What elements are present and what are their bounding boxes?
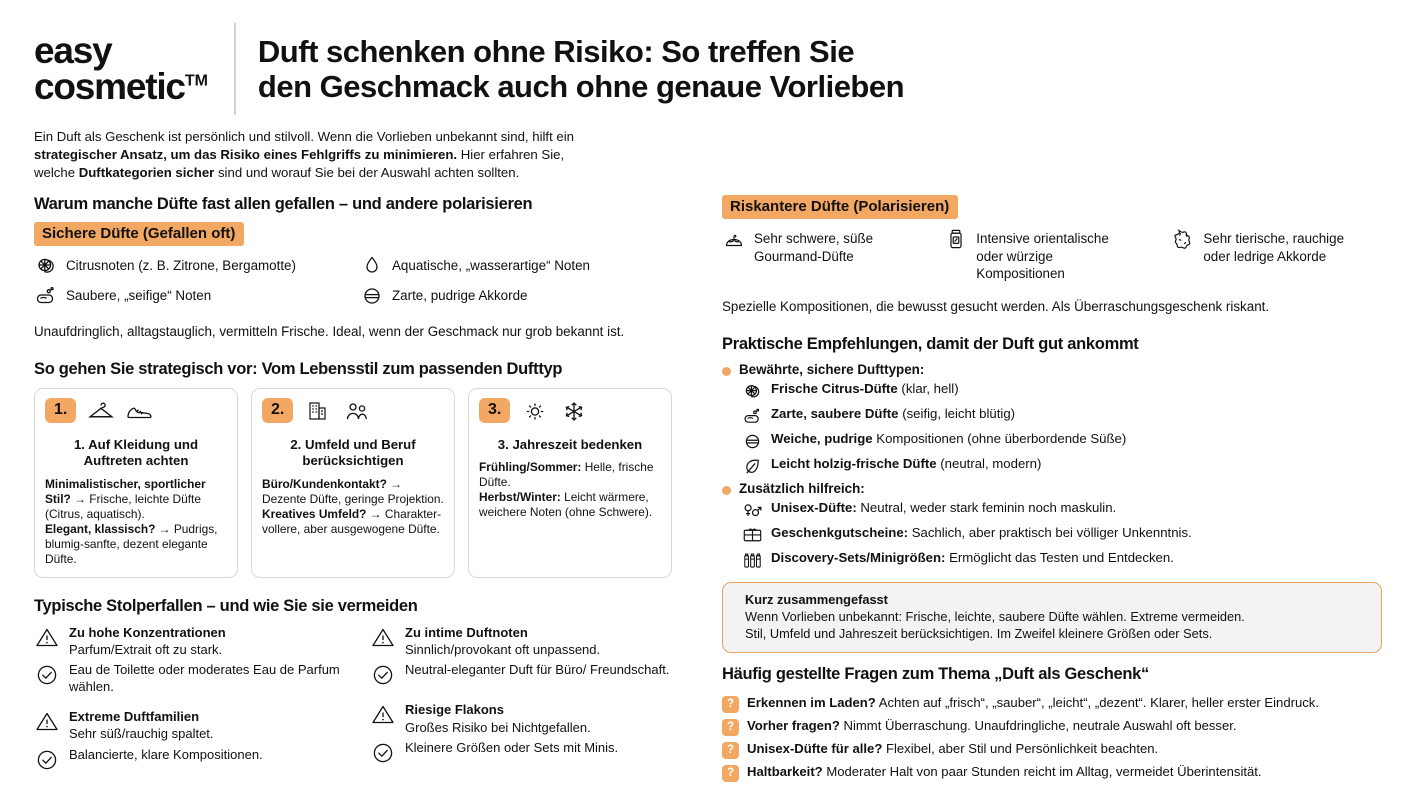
faq-item [722,717,1382,736]
summary-title: Kurz zusammengefasst [745,591,888,607]
office-building-icon [303,399,333,425]
pitfall-warning-row [34,624,352,659]
faq-text [747,717,1237,734]
recommendation-item [742,499,1382,521]
pitfall-desc: Sinnlich/provokant oft unpassend. [405,641,601,657]
pitfall-warning-text [405,624,600,659]
section-title-pitfalls: Typische Stolperfallen – und wie Sie sie vermeiden [34,596,418,615]
page-title [258,34,904,105]
pitfalls-grid [34,624,694,786]
safe-scent-item [34,254,334,278]
sample-vials-icon [742,550,763,571]
safe-scent-label: Saubere, „seifige“ Noten [66,288,212,304]
pitfall-solution-text: Neutral-eleganter Duft für Büro/ Freundschaft. [405,662,670,678]
step-icons [303,398,372,425]
brand-line-1: easy [34,30,112,72]
snowflake-icon [559,399,589,425]
recommendation-bold: Leicht holzig-frische Düfte [771,455,937,471]
recommendation-bold: Geschenkgutscheine: [771,524,909,540]
faq-item [722,694,1382,713]
step-card-2 [251,388,455,577]
recommendation-bold: Discovery-Sets/Minigrößen: [771,549,946,565]
safe-scent-label: Zarte, pudrige Akkorde [392,288,528,304]
pitfall-desc: Sehr süß/rauchig spaltet. [69,726,214,742]
pitfall-warning-text [69,624,226,659]
step-number-badge: 2. [262,398,293,423]
pitfall-item [34,708,352,773]
recommendation-bold: Unisex-Düfte: [771,499,857,515]
strategy-steps [34,388,694,577]
recommendation-text [771,455,1041,472]
section-title-faq: Häufig gestellte Fragen zum Thema „Duft als Geschenk“ [722,664,1149,683]
faq-text [747,740,1158,757]
pitfall-title: Extreme Duftfamilien [69,709,200,725]
recommendation-detail: Ermöglicht das Testen und Entdecken. [945,549,1174,565]
recommendation-item [742,430,1382,452]
risky-line-2: oder würzige [976,248,1053,264]
intro-text-2: Hier erfahren Sie, welche [34,147,565,181]
step-card-header [45,398,227,432]
faq-list [722,694,1382,782]
faq-item [722,740,1382,759]
safe-scents-badge: Sichere Düfte (Gefallen oft) [34,222,244,246]
citrus-slice-icon [742,381,763,402]
faq-question: Unisex-Düfte für alle? [747,740,883,756]
recommendation-bold: Frische Citrus-Düfte [771,380,898,396]
safe-scent-item [360,284,660,308]
gourmand-cake-icon [722,227,746,251]
risky-scent-item [944,227,1145,282]
step-number-badge: 1. [45,398,76,423]
soap-bar-icon [34,284,58,308]
pitfall-desc: Großes Risiko bei Nichtgefallen. [405,719,591,735]
step-body [45,477,227,567]
safe-scent-item [34,284,334,308]
group-label-text: Zusätzlich hilfreich: [739,480,865,496]
faq-answer: Flexibel, aber Stil und Persönlichkeit beachten. [882,740,1159,756]
pitfall-solution-text: Balancierte, klare Kompositionen. [69,746,263,762]
faq-item [722,763,1382,782]
step-body-text: Helle, frische Düfte. [479,460,654,490]
warning-triangle-icon [34,625,60,651]
recommendation-text [771,499,1116,516]
recommendation-detail: (seifig, leicht blütig) [898,405,1016,421]
powder-puff-icon [742,431,763,452]
safe-scents-row-2 [34,284,694,314]
question-mark-icon: ? [722,696,739,713]
intro-text-3: sind und worauf Sie bei der Auswahl achten sollten. [214,165,520,181]
step-body-bold: Frühling/Sommer: [479,460,582,475]
check-circle-icon [34,662,60,688]
step-body-bold: Kreatives Umfeld? → [262,506,382,521]
step-body-text: Leicht wärmere, weichere Noten (ohne Schwere). [479,490,653,520]
step-body-text: → Dezente Düfte, geringe Projektion. [262,476,444,506]
faq-text [747,694,1319,711]
step-icons [520,398,589,425]
pitfalls-column-left [34,624,352,786]
risky-scents-note: Spezielle Kompositionen, die bewusst gesucht werden. Als Überraschungsgeschenk riskant. [722,298,1270,314]
leather-hide-icon [1171,227,1195,251]
safe-scents-row-1 [34,254,694,284]
pitfall-title: Zu hohe Konzentrationen [69,624,226,640]
risky-line-2: Gourmand-Düfte [754,248,854,264]
faq-answer: Achten auf „frisch“, „sauber“, „leicht“, „dezent“. Klarer, heller erster Eindruck. [875,694,1319,710]
question-mark-icon: ? [722,765,739,782]
leaf-icon [742,456,763,477]
pitfall-item [370,624,688,689]
risky-scent-label [754,227,873,265]
intro-text-1: Ein Duft als Geschenk ist persönlich und stilvoll. Wenn die Vorlieben unbekannt sind, hilft ein [34,129,575,144]
step-body-text: Charakter-vollere, aber ausgewogene Düfte. [262,506,442,536]
risky-scent-item [1171,227,1382,282]
spice-jar-icon [944,227,968,251]
check-circle-icon [370,740,396,766]
safe-scent-label: Aquatische, „wasserartige“ Noten [392,258,590,274]
risky-line-2: oder ledrige Akkorde [1203,248,1327,264]
pitfall-solution-row [370,661,688,688]
pitfall-warning-text [69,708,214,743]
pitfall-solution-row [370,739,688,766]
risky-scents-row [722,227,1382,288]
risky-scent-label [1203,227,1344,265]
sneaker-icon [125,399,155,425]
header-divider [234,23,236,115]
safe-scents-note: Unaufdringlich, alltagstauglich, vermitteln Frische. Ideal, wenn der Geschmack nur grob bekannt ist. [34,324,625,340]
section-title-why: Warum manche Düfte fast allen gefallen – und andere polarisieren [34,195,533,214]
step-body-bold: Elegant, klassisch? → [45,521,171,536]
pitfall-title: Riesige Flakons [405,702,504,718]
step-number-badge: 3. [479,398,510,423]
sun-icon [520,399,550,425]
faq-text [747,763,1262,780]
warning-triangle-icon [370,702,396,728]
recommendation-text [771,549,1174,566]
recommendation-item [742,380,1382,402]
brand-line-2: cosmetic™ [34,66,208,107]
recommendation-group-2 [722,481,1382,571]
question-mark-icon: ? [722,719,739,736]
risky-scents-badge: Riskantere Düfte (Polarisieren) [722,195,958,219]
intro-bold-2: Duftkategorien sicher [78,165,215,181]
hanger-icon [86,399,116,425]
gift-card-icon [742,525,763,546]
recommendation-bold: Weiche, pudrige [771,430,873,446]
right-column [722,195,1382,786]
recommendation-detail: Neutral, weder stark feminin noch maskulin. [856,499,1117,515]
risky-scent-label [976,227,1109,282]
recommendation-text [771,405,1015,422]
group-label-text: Bewährte, sichere Dufttypen: [739,361,925,377]
headline-line-1: Duft schenken ohne Risiko: So treffen Sie [257,33,855,69]
brand-logo [34,30,234,107]
pitfall-solution-text: Kleinere Größen oder Sets mit Minis. [405,740,619,756]
intro-paragraph [0,118,640,182]
safe-scent-label: Citrusnoten (z. B. Zitrone, Bergamotte) [66,258,296,274]
left-column [34,195,694,786]
pitfall-warning-row [370,701,688,736]
recommendation-group-1 [722,362,1382,477]
step-body [262,477,444,537]
pitfall-item [370,701,688,766]
recommendation-item [742,549,1382,571]
gender-symbols-icon [742,500,763,521]
bullet-dot-icon [722,486,731,495]
recommendation-detail: Kompositionen (ohne überbordende Süße) [872,430,1127,446]
risky-line-3: Kompositionen [976,266,1065,282]
warning-triangle-icon [370,625,396,651]
faq-question: Erkennen im Laden? [747,694,876,710]
recommendation-detail: (neutral, modern) [936,455,1042,471]
risky-line-1: Sehr schwere, süße [754,231,874,247]
check-circle-icon [34,747,60,773]
step-body [479,460,661,520]
recommendation-item [742,405,1382,427]
recommendation-item [742,455,1382,477]
header [0,0,1408,118]
safe-scent-item [360,254,660,278]
step-body-text: Pudrigs, blumig-sanfte, dezent elegante Düfte. [45,521,218,566]
risky-line-1: Intensive orientalische [976,231,1109,247]
step-card-1 [34,388,238,577]
step-body-bold: Minimalistischer, sportlicher Stil? [45,476,206,506]
risky-scent-item [722,227,918,282]
risky-line-1: Sehr tierische, rauchige [1203,231,1345,247]
pitfall-warning-row [370,624,688,659]
people-icon [342,399,372,425]
pitfall-title: Zu intime Duftnoten [405,624,528,640]
step-title: 2. Umfeld und Beruf berücksichtigen [290,437,416,469]
pitfall-item [34,624,352,696]
step-title: 3. Jahreszeit bedenken [497,437,643,453]
intro-bold-1: strategischer Ansatz, um das Risiko eines Fehlgriffs zu minimieren. [34,147,458,163]
warning-triangle-icon [34,709,60,735]
faq-answer: Moderater Halt von paar Stunden reicht im Alltag, vermeidet Überintensität. [822,763,1262,779]
pitfall-desc: Parfum/Extrait oft zu stark. [69,641,223,657]
pitfalls-column-right [370,624,688,786]
question-mark-icon: ? [722,742,739,759]
pitfall-solution-row [34,746,352,773]
powder-puff-icon [360,284,384,308]
step-card-header [479,398,661,432]
faq-question: Haltbarkeit? [747,763,823,779]
check-circle-icon [370,662,396,688]
recommendation-text [771,524,1192,541]
step-title: 1. Auf Kleidung und Auftreten achten [73,437,199,469]
recommendation-group-label [722,481,1382,496]
pitfall-warning-text [405,701,591,736]
recommendation-item [742,524,1382,546]
headline-line-2: den Geschmack auch ohne genaue Vorlieben [257,69,905,104]
water-drop-icon [360,254,384,278]
soap-bar-icon [742,406,763,427]
section-title-strategy: So gehen Sie strategisch vor: Vom Lebensstil zum passenden Dufttyp [34,360,563,379]
pitfall-solution-text: Eau de Toilette oder moderates Eau de Parfum wählen. [69,662,340,694]
recommendation-detail: (klar, hell) [897,380,959,396]
pitfall-solution-row [34,661,352,695]
content-columns [0,195,1408,786]
trademark-mark: TM [184,72,208,90]
step-icons [86,398,155,425]
citrus-slice-icon [34,254,58,278]
summary-line-2: Stil, Umfeld und Jahreszeit berücksichtigen. Im Zweifel kleinere Größen oder Sets. [745,625,1213,641]
section-title-recommendations: Praktische Empfehlungen, damit der Duft gut ankommt [722,334,1139,353]
summary-line-1: Wenn Vorlieben unbekannt: Frische, leichte, saubere Düfte wählen. Extreme vermeiden. [745,608,1245,624]
faq-answer: Nimmt Überraschung. Unaufdringliche, neutrale Auswahl oft besser. [839,717,1237,733]
recommendation-text [771,430,1126,447]
bullet-dot-icon [722,367,731,376]
recommendation-bold: Zarte, saubere Düfte [771,405,899,421]
summary-box [722,582,1382,653]
step-card-3 [468,388,672,577]
step-body-bold: Herbst/Winter: [479,490,561,505]
step-body-bold: Büro/Kundenkontakt? [262,476,387,491]
recommendation-text [771,380,959,397]
recommendation-detail: Sachlich, aber praktisch bei völliger Unkenntnis. [908,524,1192,540]
step-body-text: → Frische, leichte Düfte (Citrus, aquatisch). [45,491,201,521]
recommendation-group-label [722,362,1382,377]
step-card-header [262,398,444,432]
faq-question: Vorher fragen? [747,717,840,733]
pitfall-warning-row [34,708,352,743]
